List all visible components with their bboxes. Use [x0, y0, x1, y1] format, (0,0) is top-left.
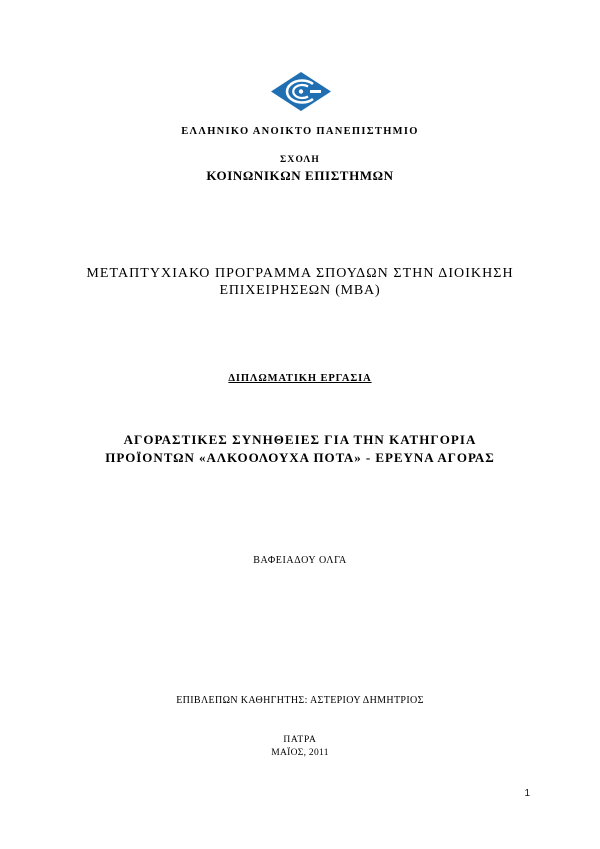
thesis-title-line-2: ΠΡΟΪΟΝΤΩΝ «ΑΛΚΟΟΛΟΥΧΑ ΠΟΤΑ» - ΕΡΕΥΝΑ ΑΓΟΡΑΣ: [105, 450, 495, 465]
author-name: ΒΑΦΕΙΑΔΟΥ ΟΛΓΑ: [253, 555, 347, 566]
logo-right-mark: [310, 90, 321, 93]
program-line-2: ΕΠΙΧΕΙΡΗΣΕΩΝ (ΜΒΑ): [219, 283, 381, 298]
date: ΜΑΪΟΣ, 2011: [271, 748, 329, 758]
university-name: ΕΛΛΗΝΙΚΟ ΑΝΟΙΚΤΟ ΠΑΝΕΠΙΣΤΗΜΙΟ: [181, 126, 419, 137]
university-logo-icon: [270, 71, 332, 112]
school-name: ΚΟΙΝΩΝΙΚΩΝ ΕΠΙΣΤΗΜΩΝ: [206, 168, 394, 183]
city: ΠΑΤΡΑ: [283, 735, 317, 745]
page-number: 1: [524, 788, 530, 799]
program-line-1: ΜΕΤΑΠΤΥΧΙΑΚΟ ΠΡΟΓΡΑΜΜΑ ΣΠΟΥΔΩΝ ΣΤΗΝ ΔΙΟΙΚΗΣΗ: [86, 266, 514, 281]
logo-center-dot: [299, 89, 303, 93]
school-label: ΣΧΟΛΗ: [280, 155, 320, 165]
thesis-label: ΔΙΠΛΩΜΑΤΙΚΗ ΕΡΓΑΣΙΑ: [228, 373, 372, 384]
supervisor-line: ΕΠΙΒΛΕΠΩΝ ΚΑΘΗΓΗΤΗΣ: ΑΣΤΕΡΙΟΥ ΔΗΜΗΤΡΙΟΣ: [176, 695, 424, 706]
thesis-title-line-1: ΑΓΟΡΑΣΤΙΚΕΣ ΣΥΝΗΘΕΙΕΣ ΓΙΑ ΤΗΝ ΚΑΤΗΓΟΡΙΑ: [123, 432, 477, 447]
